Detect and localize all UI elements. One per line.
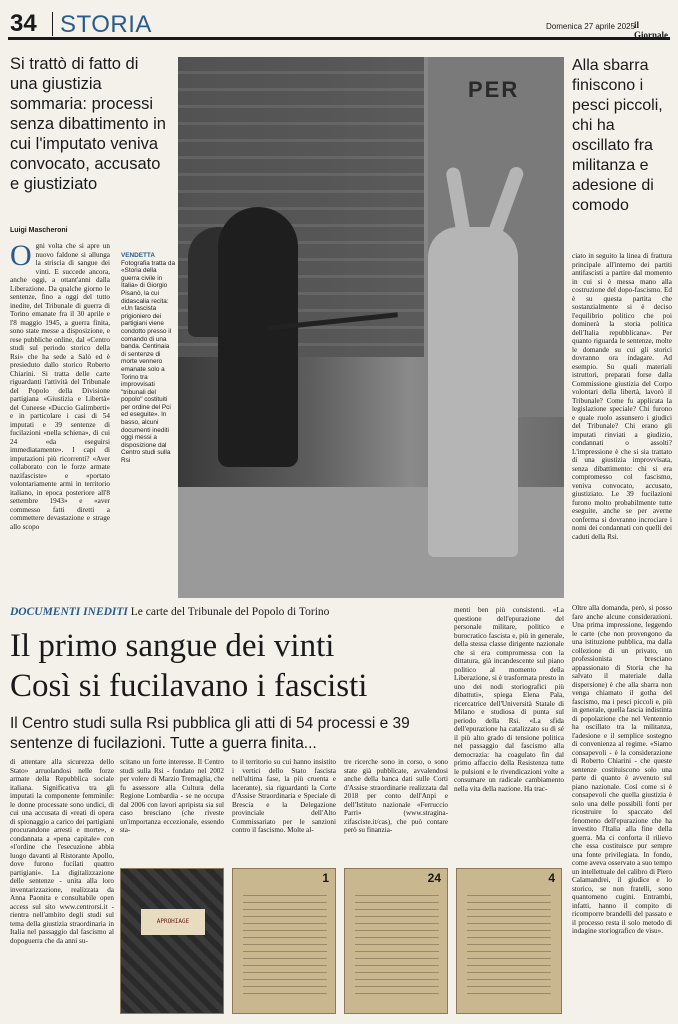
teaser-left: Si trattò di fatto di una giustizia sommaria: processi senza dibattimento in cui l'imputato veniva convocato, accusato e giustiziato [10, 55, 166, 193]
photo-caption [121, 252, 176, 465]
folder-cover [121, 869, 224, 1014]
document-thumbnail-folder [120, 868, 224, 1014]
issue-date: Domenica 27 aprile 2025 [546, 22, 635, 31]
photo-sign: PER [468, 77, 520, 102]
page-number: 34 [10, 10, 37, 37]
document-lines [467, 889, 551, 999]
newspaper-name: il Giornale [634, 20, 668, 40]
caption-label: VENDETTA [121, 252, 155, 259]
dropcap: O [10, 242, 32, 272]
main-photo [178, 57, 564, 598]
document-thumbnail-2 [344, 868, 448, 1014]
photo-figure-prisoner [428, 227, 518, 557]
article-column-bottom-2: scitano un forte interesse. Il Centro studi sulla Rsi - fondato nel 2002 per volere di Marzio Tremaglia, che fu assessore alla Cultura della Regione Lombardia - se ne occupa dal 2006 con lavori apripista sia sul caso bresciano (che riveste un'importanza eccezionale, essendo sta- [120, 758, 224, 834]
article-text: gni volta che si apre un nuovo faldone si allunga la striscia di sangue dei vinti. E succede ancora, anche oggi, a ottant'anni dalla Liberazione. Da qualche giorno le sentenze, fino a oggi del tutto inedite, del Tribunale di guerra di Torino emanate fra il 30 aprile e l'8 maggio 1945, a guerra finita, sono state messe a disposizione, e rese pubbliche online, dal «Centro studi sul periodo storico della Rsi» che ha sede a Salò ed è presieduto dallo storico Roberto Chiarini. Si tratta delle carte riguardanti l'attività del Tribunale del Popolo della Divisione partigiana «Giustizia e Libertà» del Cuneese «Duccio Galimberti» e in particolare i casi di 54 imputati e 39 sentenze di fucilazioni «nella schiena», di cui 24 «da eseguirsi immediatamente». I capi di imputazioni più ricorrenti? «Aver collaborato con le forze armate nazifasciste» e «portato volontariamente armi in territorio italiano, in epoca posteriore all'8 settembre 1943» e «aver commesso fatti diretti a commettere devastazione e strage allo scopo [10, 242, 110, 531]
headline-line-2: Così si fucilavano i fascisti [10, 668, 368, 704]
article-column-right: ciato in seguito la linea di frattura principale all'interno dei partiti antifascisti a partire dal momento in cui si è messa mano alla costruzione del dopo-fascismo. Ed è su questa partita che sostanzialmente si è deciso l'equilibrio politico che poi dominerà la storia politica dell'Italia repubblicana». Per quanto riguarda le sentenze, molte le domande su cui gli storici dovranno ora indagare. Ad esempio. Su quali materiali istruttori, preparati forse dalla Commissione giustizia del Corpo volontari della libertà, lavorò il Tribunale? Come fu applicata la legislazione speciale? Chi furono e quale ruolo assunsero i giudici del Tribunale? Chi erano gli imputati rinviati a giudizio, condannati o assolti? L'impressione è che si sia trattato di una giustizia improvvisata, senza dibattimento: chi si era compromesso col fascismo, veniva convocato, accusato, giustiziato. Le 39 fucilazioni furono molto probabilmente tutte eseguite, anche se per averne conferma si dovranno incrociare i nomi dei condannati con quelli dei caduti della Rsi. [572, 252, 672, 541]
document-thumbnail-1 [232, 868, 336, 1014]
byline: Luigi Mascheroni [10, 227, 68, 234]
document-lines [243, 889, 327, 999]
document-thumbnail-3 [456, 868, 562, 1014]
article-column-bottom-4: tre ricerche sono in corso, o sono state già pubblicate, avvalendosi anche della banca dati sulle Corti d'Assise straordinarie realizzata dal 2018 per conto dell'Anpi e dell'Istituto nazionale «Ferruccio Parri» (www.stragina-zifasciste.it/cas), che può contare però su finanzia- [344, 758, 448, 834]
photo-figure-partisan [218, 207, 298, 467]
article-column-mid: menti ben più consistenti. «La questione dell'epurazione del personale militare, politico e burocratico fascista e, più in generale, della stessa classe dirigente nazionale che si era compromessa con la dittatura, già incandescente sul piano politico al momento della Liberazione, si è trasformata presto in uno dei nodi storiografici più dibattuti», spiega Elena Pala, ricercatrice dell'Università Statale di Milano e studiosa di punta sul periodo della Rsi. «La sfida dell'epurazione ha catalizzato su di sé il più alto grado di tensione politica nel passaggio dal fascismo alla democrazia: ha coagulato fin dal primo affaccio della Resistenza tutte le pulsioni e le rivendicazioni volte a consumare un radicale cambiamento nella vita della nazione. Ha trac- [454, 606, 564, 793]
kicker [10, 606, 510, 618]
masthead [8, 8, 670, 40]
document-lines [355, 889, 439, 999]
teaser-right: Alla sbarra finiscono i pesci piccoli, chi ha oscillato fra militanza e adesione di comodo [572, 57, 663, 214]
folder-label: APROHIAGE [141, 909, 205, 935]
article-column-bottom-3: to il territorio su cui hanno insistito i vertici dello Stato fascista nell'ultima fase, la più cruenta e lacerante), sia riguardanti la Corte d'Assise Straordinaria e Speciale di Brescia e la Delegazione provinciale dell'Alto Commissariato per le sanzioni contro il fascismo. Molte al- [232, 758, 336, 834]
article-column-bottom-1: di attentare alla sicurezza dello Stato» arruolandosi nelle forze armate della Repubblica sociale italiana. Significativa tra gli imputati la componente femminile: le donne processate sono undici, di cui una accusata di «reati di opera di spionaggio a carico dei partigiani procurandone arresti e morte», e condannata a «pena capitale» con «l'ordine che l'esecuzione abbia luogo davanti al Ristorante Apollo, dove furono fucilati quattro partigiani». La digitalizzazione delle sentenze - unita alla loro inventarizzazione, realizzata da Anna Paonita e consultabile open access sul sito www.centrorsi.it - rientra nell'ambito degli studi sul tema della giustizia straordinaria in Italia nel passaggio dal fascismo al dopoguerra che da anni su- [10, 758, 114, 945]
document-number: 24 [427, 871, 441, 885]
kicker-label: DOCUMENTI INEDITI [10, 606, 128, 618]
document-number: 1 [322, 871, 329, 885]
caption-text: Fotografia tratta da «Storia della guerra civile in Italia» di Giorgio Pisanò, la cui didascalia recita: «Un fascista prigioniero dei partigiani viene condotto presso il comando di una banda. Centinaia di sentenze di morte vennero emanate solo a Torino tra improvvisati "tribunali del popolo" costituiti per ordine del Pci ed eseguite». In basso, alcuni documenti inediti oggi messi a disposizione dal Centro studi sulla Rsi [121, 259, 175, 465]
section-title: STORIA [60, 11, 152, 38]
subheadline: Il Centro studi sulla Rsi pubblica gli atti di 54 processi e 39 sentenze di fucilazioni. Tutte a guerra finita... [10, 715, 410, 752]
headline-line-1: Il primo sangue dei vinti [10, 628, 335, 664]
masthead-divider [52, 12, 53, 36]
article-column-1 [10, 242, 110, 600]
article-column-right-lower: Oltre alla domanda, però, si posso fare anche alcune considerazioni. Una prima impressione, leggendo le carte (che non provengono da una istituzione pubblica, ma dalla collezione di un privato, un professionista bresciano appassionato di Storia che ha salvato il materiale dalla dispersione) è che alla sbarra non venga chiamato il gotha del fascismo, ma i pesci piccoli e, più in generale, quella fascia indistinta di popolazione che nel Ventennio ha oscillato tra la militanza, l'adesione e il semplice sostegno di convenienza al regime. «Siamo consapevoli - è la considerazione di Roberto Chiarini - che queste sentenze costituiscono solo una parte di quanto è avvenuto sul piano nazionale. Così come si è consapevoli che quella giustizia è solo una delle possibili fonti per ricostruire lo spaccato del fenomeno dell'epurazione che ha investito l'Italia alla fine della guerra. Ma ci conforta il rilievo che essa costituisce pur sempre una fonte privilegiata. In fondo, come aveva osservato a suo tempo un intellettuale del calibro di Piero Calamandrei, il giudice e lo storico, se non fratelli, sono quantomeno cugini. Entrambi, infatti, hanno il compito di ricomporre brandelli del passato e il processo resta il solo metodo di indagine storiografico de visu». [572, 604, 672, 935]
document-number: 4 [548, 871, 555, 885]
kicker-text: Le carte del Tribunale del Popolo di Torino [130, 606, 330, 618]
